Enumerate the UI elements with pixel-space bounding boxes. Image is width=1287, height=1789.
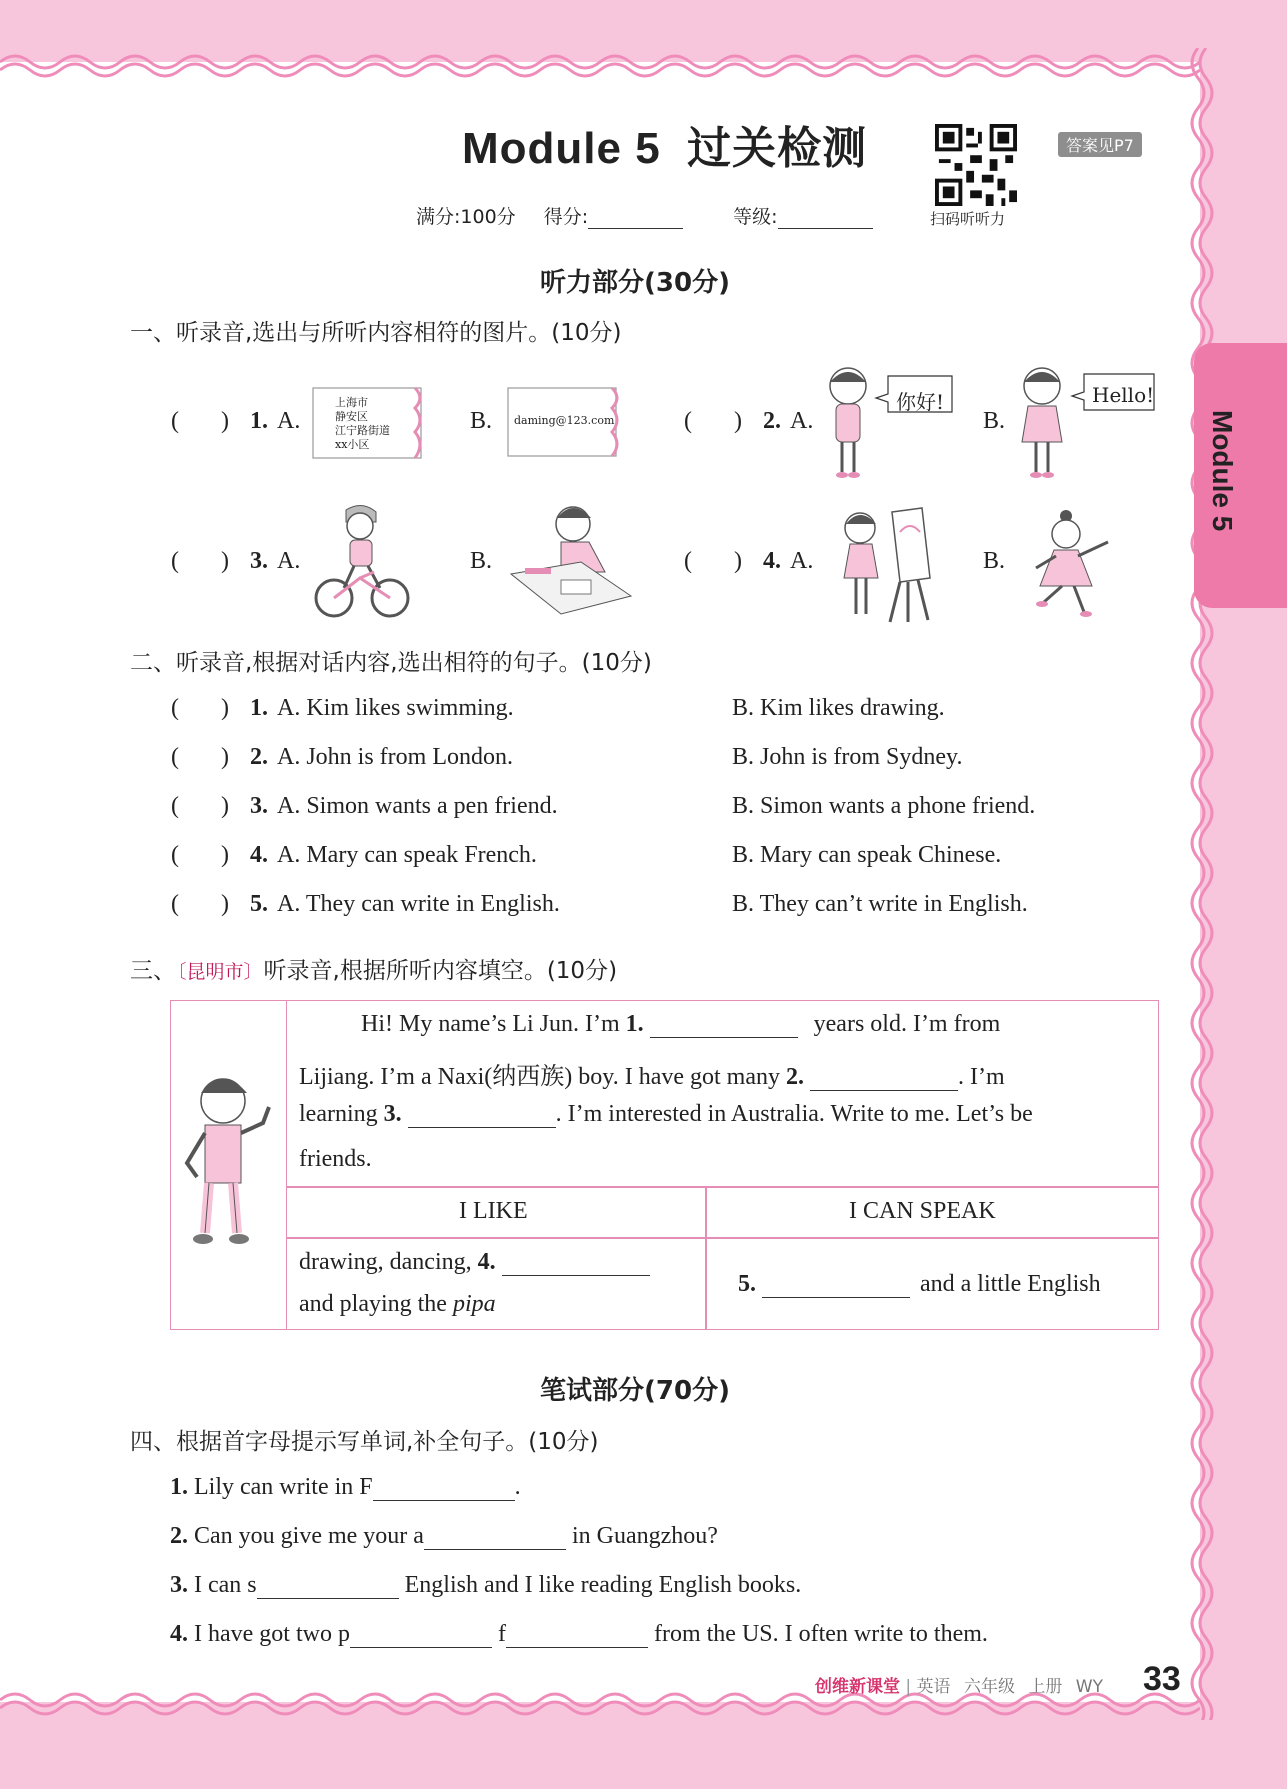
blank-5[interactable] <box>762 1275 910 1298</box>
footer: 创维新课堂 | 英语 六年级 上册 WY <box>815 1677 1103 1697</box>
q2-item3-num: 3. <box>250 793 268 819</box>
grade-field[interactable]: 等级: <box>733 206 894 228</box>
q1-item1-a-address-card <box>305 384 430 464</box>
q1-item2-num: 2. <box>763 408 781 434</box>
q1-item3-num: 3. <box>250 548 268 574</box>
i-can-speak-line: 5. and a little English <box>738 1271 1101 1297</box>
q4-blank-1[interactable] <box>373 1478 515 1501</box>
q2-item2-num: 2. <box>250 744 268 770</box>
q1-item3-a-boy-cycling <box>312 502 412 622</box>
blank-3[interactable] <box>408 1105 556 1128</box>
q2-item5-answer[interactable]: ( ) <box>171 891 229 917</box>
boy-waving-picture <box>171 1001 286 1329</box>
i-like-line1: drawing, dancing, 4. <box>299 1249 650 1276</box>
q1-item4-a-girl-painting <box>838 506 938 626</box>
q2-item2-answer[interactable]: ( ) <box>171 744 229 770</box>
speech-bubble-nihao: 你好! <box>896 390 945 414</box>
full-score: 满分:100分 <box>416 206 516 228</box>
q2-title: 二、听录音,根据对话内容,选出相符的句子。(10分) <box>130 650 652 676</box>
q3-boy-picture-cell <box>171 1001 287 1329</box>
writing-heading: 笔试部分(70分) <box>540 1376 730 1406</box>
q1-item1-b-label: B. <box>470 408 493 434</box>
q3-fill-box <box>170 1000 1159 1330</box>
q3-line4: friends. <box>299 1146 372 1172</box>
q1-item2-b-label: B. <box>983 408 1006 434</box>
blank-2[interactable] <box>810 1068 958 1091</box>
col-head-i-like: I LIKE <box>459 1198 528 1224</box>
i-like-line2: and playing the pipa <box>299 1291 496 1317</box>
score-field[interactable]: 得分: <box>544 206 705 228</box>
q3-line2: Lijiang. I’m a Naxi(纳西族) boy. I have got many 2. . I’m <box>299 1064 1005 1090</box>
q2-item1-num: 1. <box>250 695 268 721</box>
q1-item4-b-girl-dancing <box>1018 506 1118 622</box>
q2-item1-answer[interactable]: ( ) <box>171 695 229 721</box>
blank-1[interactable] <box>650 1015 798 1038</box>
wavy-border-right <box>1186 48 1216 1720</box>
q4-title: 四、根据首字母提示写单词,补全句子。(10分) <box>130 1429 599 1455</box>
q4-blank-3[interactable] <box>257 1576 399 1599</box>
q1-item1-a-label: A. <box>277 408 301 434</box>
q4-item3: 3. I can s English and I like reading English books. <box>170 1572 802 1598</box>
q3-line3: learning 3. . I’m interested in Australia. Write to me. Let’s be <box>299 1101 1033 1127</box>
q1-item3-a-label: A. <box>277 548 301 574</box>
wavy-border-top <box>0 48 1200 78</box>
address-line3: 江宁路街道 <box>335 424 390 437</box>
address-line4: xx小区 <box>335 438 370 451</box>
page-number: 33 <box>1143 1660 1181 1698</box>
q1-item4-answer[interactable]: ( ) <box>684 548 742 574</box>
speech-bubble-hello: Hello! <box>1092 383 1155 407</box>
q1-item3-b-boy-writing <box>505 500 635 622</box>
email-text: daming@123.com <box>514 414 615 427</box>
city-tag: 〔昆明市〕 <box>177 961 263 983</box>
footer-volume: 上册 <box>1028 1677 1063 1697</box>
q1-item2-a-label: A. <box>790 408 814 434</box>
q1-title: 一、听录音,选出与所听内容相符的图片。(10分) <box>130 320 622 346</box>
q2-item1-option-a: A. Kim likes swimming. <box>277 695 514 721</box>
q2-item2-option-b: B. John is from Sydney. <box>732 744 963 770</box>
q2-item5-option-b: B. They can’t write in English. <box>732 891 1028 917</box>
q1-item4-a-label: A. <box>790 548 814 574</box>
answer-reference-badge: 答案见P7 <box>1058 132 1142 157</box>
q1-item1-answer[interactable]: ( ) <box>171 408 229 434</box>
q2-item4-num: 4. <box>250 842 268 868</box>
q2-item3-option-a: A. Simon wants a pen friend. <box>277 793 558 819</box>
footer-grade: 六年级 <box>963 1677 1015 1697</box>
blank-4[interactable] <box>502 1253 650 1276</box>
q1-item4-b-label: B. <box>983 548 1006 574</box>
address-line2: 静安区 <box>335 410 368 423</box>
q2-item4-option-a: A. Mary can speak French. <box>277 842 537 868</box>
footer-brand: 创维新课堂 <box>815 1677 900 1697</box>
q1-item2-a-girl-nihao <box>820 362 960 487</box>
paper <box>0 62 1200 1702</box>
q4-item1: 1. Lily can write in F . <box>170 1474 521 1500</box>
q3-line1: Hi! My name’s Li Jun. I’m 1. years old. I’m from <box>361 1011 1001 1037</box>
q1-item3-b-label: B. <box>470 548 493 574</box>
q1-item4-num: 4. <box>763 548 781 574</box>
q4-item4: 4. I have got two p f from the US. I often write to them. <box>170 1621 988 1647</box>
side-tab-label: Module 5 <box>1207 410 1238 532</box>
q2-item4-option-b: B. Mary can speak Chinese. <box>732 842 1002 868</box>
q1-item2-answer[interactable]: ( ) <box>684 408 742 434</box>
listening-heading: 听力部分(30分) <box>540 268 730 298</box>
footer-code: WY <box>1075 1677 1103 1697</box>
q4-blank-4b[interactable] <box>506 1625 648 1648</box>
q2-item3-option-b: B. Simon wants a phone friend. <box>732 793 1036 819</box>
q1-item3-answer[interactable]: ( ) <box>171 548 229 574</box>
q2-item4-answer[interactable]: ( ) <box>171 842 229 868</box>
q1-item1-b-email-card <box>500 384 625 464</box>
col-head-i-can-speak: I CAN SPEAK <box>849 1198 996 1224</box>
q2-item2-option-a: A. John is from London. <box>277 744 513 770</box>
q2-item5-option-a: A. They can write in English. <box>277 891 560 917</box>
address-line1: 上海市 <box>335 396 368 409</box>
q4-item2: 2. Can you give me your a in Guangzhou? <box>170 1523 718 1549</box>
q1-item1-num: 1. <box>250 408 268 434</box>
q2-item1-option-b: B. Kim likes drawing. <box>732 695 945 721</box>
page-title: Module 5 过关检测 <box>462 124 868 173</box>
q1-item2-b-girl-hello <box>1010 362 1160 487</box>
q4-blank-4a[interactable] <box>350 1625 492 1648</box>
footer-subject: 英语 <box>916 1677 951 1697</box>
qr-label: 扫码听听力 <box>930 210 1006 228</box>
q4-blank-2[interactable] <box>424 1527 566 1550</box>
score-line <box>416 202 917 229</box>
q3-title: 三、〔昆明市〕听录音,根据所听内容填空。(10分) <box>130 958 618 984</box>
q2-item3-answer[interactable]: ( ) <box>171 793 229 819</box>
qr-code-icon[interactable] <box>935 124 1017 206</box>
q2-item5-num: 5. <box>250 891 268 917</box>
